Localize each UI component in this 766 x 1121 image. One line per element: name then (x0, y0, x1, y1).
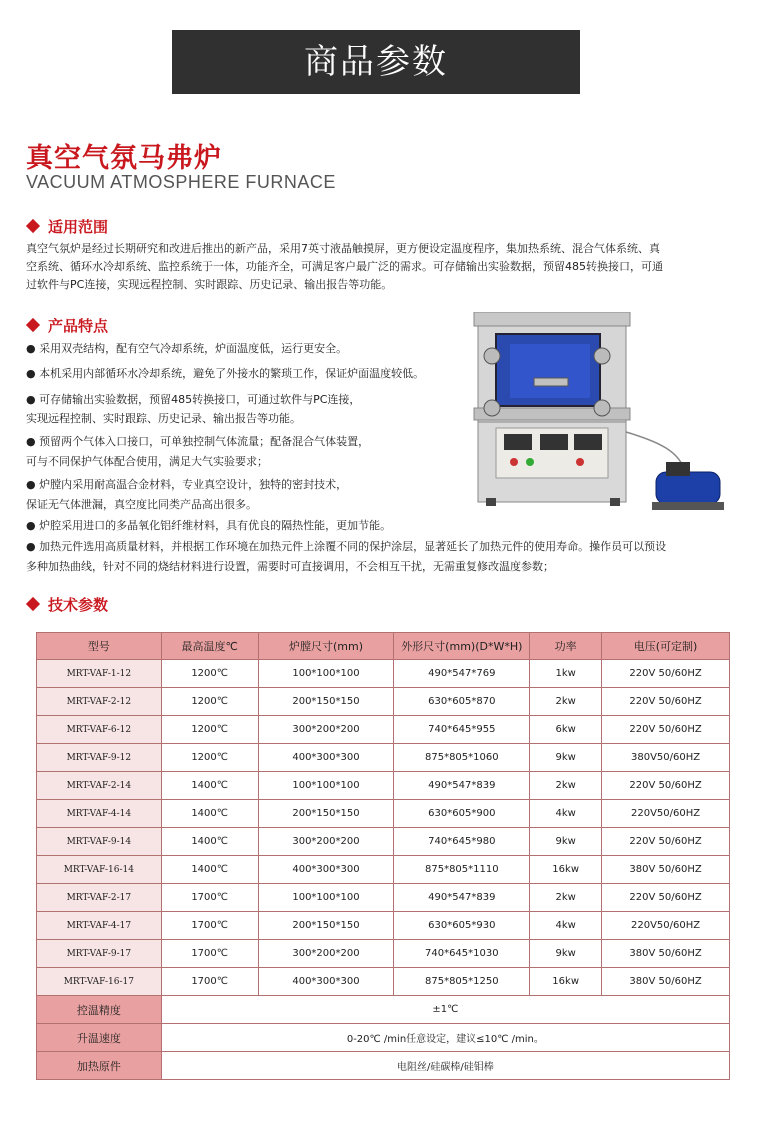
table-cell: 1400℃ (161, 772, 258, 800)
footer-label: 加热原件 (37, 1052, 162, 1080)
table-cell: 1200℃ (161, 660, 258, 688)
scope-line: 过软件与PC连接，实现远程控制、实时跟踪、历史记录、输出报告等功能。 (26, 278, 393, 291)
table-cell: MRT-VAF-4-14 (37, 800, 162, 828)
table-cell: MRT-VAF-9-14 (37, 828, 162, 856)
table-cell: 380V50/60HZ (602, 744, 730, 772)
table-cell: MRT-VAF-2-14 (37, 772, 162, 800)
diamond-icon (26, 218, 40, 232)
table-cell: 200*150*150 (258, 688, 394, 716)
table-cell: 875*805*1110 (394, 856, 530, 884)
table-cell: MRT-VAF-6-12 (37, 716, 162, 744)
table-cell: 220V 50/60HZ (602, 660, 730, 688)
table-header: 型号 (37, 633, 162, 660)
table-row (37, 772, 730, 800)
table-footer-row (37, 996, 730, 1024)
scope-line: 空系统、循环水冷却系统、监控系统于一体，功能齐全，可满足客户最广泛的需求。可存储输出实验数据，预留485转换接口，可通 (26, 260, 663, 273)
table-cell: 4kw (530, 800, 602, 828)
table-cell: 2kw (530, 884, 602, 912)
table-row (37, 884, 730, 912)
product-title: 真空气氛马弗炉 (26, 143, 222, 174)
table-cell: 200*150*150 (258, 800, 394, 828)
feature-item: ● 可存储输出实验数据，预留485转换接口，可通过软件与PC连接， (26, 393, 361, 406)
table-cell: 400*300*300 (258, 968, 394, 996)
table-cell: 1kw (530, 660, 602, 688)
table-cell: 740*645*980 (394, 828, 530, 856)
table-row (37, 744, 730, 772)
table-cell: 6kw (530, 716, 602, 744)
table-cell: 220V50/60HZ (602, 800, 730, 828)
table-cell: 300*200*200 (258, 940, 394, 968)
table-cell: 875*805*1250 (394, 968, 530, 996)
scope-line: 真空气氛炉是经过长期研究和改进后推出的新产品，采用7英寸液晶触摸屏，更方便设定温度程序，集加热系统、混合气体系统、真 (26, 242, 660, 255)
footer-value: 电阻丝/硅碳棒/硅钼棒 (161, 1052, 729, 1080)
table-cell: MRT-VAF-9-12 (37, 744, 162, 772)
feature-item: ● 炉腔采用进口的多晶氧化铝纤维材料，具有优良的隔热性能，更加节能。 (26, 519, 392, 532)
table-header: 功率 (530, 633, 602, 660)
feature-item: ● 预留两个气体入口接口，可单独控制气体流量；配备混合气体装置， (26, 435, 370, 448)
table-cell: 2kw (530, 688, 602, 716)
table-cell: 380V 50/60HZ (602, 856, 730, 884)
table-cell: 100*100*100 (258, 772, 394, 800)
scope-paragraph (26, 240, 663, 294)
table-cell: 9kw (530, 940, 602, 968)
footer-value: 0-20℃ /min任意设定，建议≤10℃ /min。 (161, 1024, 729, 1052)
table-cell: MRT-VAF-9-17 (37, 940, 162, 968)
table-row (37, 688, 730, 716)
table-cell: 1200℃ (161, 688, 258, 716)
table-cell: 300*200*200 (258, 828, 394, 856)
feature-item: 实现远程控制、实时跟踪、历史记录、输出报告等功能。 (26, 412, 301, 425)
table-cell: 200*150*150 (258, 912, 394, 940)
table-cell: 220V 50/60HZ (602, 772, 730, 800)
table-cell: 740*645*1030 (394, 940, 530, 968)
table-cell: MRT-VAF-16-14 (37, 856, 162, 884)
table-row (37, 828, 730, 856)
table-row (37, 800, 730, 828)
table-cell: 380V 50/60HZ (602, 940, 730, 968)
footer-value: ±1℃ (161, 996, 729, 1024)
table-cell: 400*300*300 (258, 856, 394, 884)
spec-table (36, 632, 730, 1080)
table-cell: 400*300*300 (258, 744, 394, 772)
section-banner: 商品参数 (172, 30, 580, 94)
table-cell: 9kw (530, 744, 602, 772)
table-row (37, 660, 730, 688)
table-header: 电压(可定制) (602, 633, 730, 660)
feature-item: ● 加热元件选用高质量材料，并根据工作环境在加热元件上涂覆不同的保护涂层，显著延长了加热元件的使用寿命。操作员可以预设 (26, 540, 667, 553)
table-cell: 490*547*839 (394, 772, 530, 800)
table-cell: 1700℃ (161, 912, 258, 940)
scope-heading: 适用范围 (28, 216, 108, 237)
feature-item: ● 采用双壳结构，配有空气冷却系统，炉面温度低，运行更安全。 (26, 342, 348, 355)
table-cell: 100*100*100 (258, 884, 394, 912)
table-cell: 1700℃ (161, 884, 258, 912)
params-heading: 技术参数 (28, 594, 108, 615)
table-row (37, 716, 730, 744)
feature-item: 保证无气体泄漏，真空度比同类产品高出很多。 (26, 498, 257, 511)
feature-item: 多种加热曲线，针对不同的烧结材料进行设置，需要时可直接调用，不会相互干扰，无需重复修改温度参数； (26, 560, 554, 573)
furnace-image (470, 312, 728, 522)
table-cell: 220V50/60HZ (602, 912, 730, 940)
table-row (37, 968, 730, 996)
table-cell: 1400℃ (161, 828, 258, 856)
table-cell: 630*605*870 (394, 688, 530, 716)
table-cell: MRT-VAF-2-17 (37, 884, 162, 912)
table-cell: 630*605*900 (394, 800, 530, 828)
table-cell: 16kw (530, 968, 602, 996)
table-cell: 220V 50/60HZ (602, 828, 730, 856)
table-cell: MRT-VAF-2-12 (37, 688, 162, 716)
table-cell: 9kw (530, 828, 602, 856)
diamond-icon (26, 317, 40, 331)
table-header: 外形尺寸(mm)(D*W*H) (394, 633, 530, 660)
table-cell: 1200℃ (161, 716, 258, 744)
table-footer-row (37, 1024, 730, 1052)
table-cell: 220V 50/60HZ (602, 688, 730, 716)
table-cell: 4kw (530, 912, 602, 940)
table-cell: MRT-VAF-4-17 (37, 912, 162, 940)
table-header-row (37, 633, 730, 660)
table-cell: 1400℃ (161, 800, 258, 828)
table-cell: 490*547*839 (394, 884, 530, 912)
table-cell: 1200℃ (161, 744, 258, 772)
table-cell: MRT-VAF-16-17 (37, 968, 162, 996)
feature-item: 可与不同保护气体配合使用，满足大气实验要求； (26, 455, 268, 468)
table-cell: 490*547*769 (394, 660, 530, 688)
diamond-icon (26, 596, 40, 610)
table-cell: MRT-VAF-1-12 (37, 660, 162, 688)
table-cell: 1700℃ (161, 940, 258, 968)
footer-label: 升温速度 (37, 1024, 162, 1052)
table-cell: 100*100*100 (258, 660, 394, 688)
table-cell: 1700℃ (161, 968, 258, 996)
table-cell: 630*605*930 (394, 912, 530, 940)
features-heading: 产品特点 (28, 315, 108, 336)
table-row (37, 856, 730, 884)
table-cell: 16kw (530, 856, 602, 884)
table-cell: 220V 50/60HZ (602, 884, 730, 912)
table-row (37, 912, 730, 940)
table-cell: 2kw (530, 772, 602, 800)
table-footer-row (37, 1052, 730, 1080)
feature-item: ● 炉膛内采用耐高温合金材料，专业真空设计，独特的密封技术， (26, 478, 348, 491)
table-cell: 380V 50/60HZ (602, 968, 730, 996)
table-cell: 1400℃ (161, 856, 258, 884)
table-row (37, 940, 730, 968)
feature-item: ● 本机采用内部循环水冷却系统，避免了外接水的繁琐工作，保证炉面温度较低。 (26, 367, 425, 380)
table-cell: 875*805*1060 (394, 744, 530, 772)
table-cell: 300*200*200 (258, 716, 394, 744)
footer-label: 控温精度 (37, 996, 162, 1024)
table-cell: 740*645*955 (394, 716, 530, 744)
table-header: 最高温度℃ (161, 633, 258, 660)
product-subtitle: VACUUM ATMOSPHERE FURNACE (26, 172, 336, 192)
table-header: 炉膛尺寸(mm) (258, 633, 394, 660)
table-cell: 220V 50/60HZ (602, 716, 730, 744)
